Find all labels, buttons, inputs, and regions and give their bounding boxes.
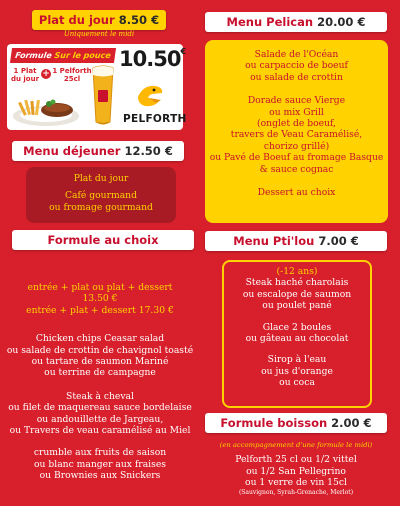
ptilou-dessert-item: Glace 2 boules (262, 321, 332, 333)
promo-plat-line2: du jour (10, 75, 40, 83)
pelican-main-item: ou mix Grill (269, 106, 324, 118)
pelican-main-item: ou Pavé de Boeuf au fromage Basque (209, 152, 384, 164)
pelican-starter-item: Salade de l'Océan (254, 49, 339, 60)
pelforth-brand-name: PELFORTH (123, 113, 187, 125)
menu-pelican-card (205, 40, 388, 223)
food-plate-icon (11, 88, 81, 128)
pelican-main-item: travers de Veau Caramélisé, (230, 129, 363, 141)
formule-dessert-item: ou blanc manger aux fraises (34, 458, 166, 470)
menu-pelican-banner (205, 12, 387, 32)
boisson-item: ou 1 verre de vin 15cl (245, 477, 347, 489)
formule-au-choix-banner (12, 230, 194, 250)
pelican-main-item: Dorade sauce Vierge (247, 95, 346, 107)
pelican-main-item: chorizo grillé) (263, 140, 330, 152)
promo-beer-line2: 25cl (63, 75, 81, 83)
pelican-main-item: & sauce cognac (259, 163, 334, 175)
ptilou-age: (-12 ans) (276, 266, 318, 277)
formule-starter-item: ou tartare de saumon Mariné (31, 356, 169, 368)
promo-beer-line1: 1 Pelforth (52, 67, 92, 75)
menu-ptilou-card (222, 260, 372, 408)
promo-price-currency: € (180, 47, 186, 56)
ptilou-main-item: Steak haché charolais (245, 277, 349, 289)
plat-du-jour-price: 8.50 € (118, 13, 160, 27)
menu-dejeuner-banner (12, 141, 184, 161)
menu-dejeuner-item: Plat du jour (73, 173, 129, 184)
formule-dessert-item: crumble aux fruits de saison (33, 447, 167, 459)
pelican-starter-item: ou salade de crottin (250, 71, 343, 83)
formule-main-item: ou filet de maquereau sauce bordelaise (8, 402, 192, 414)
menu-ptilou-title: Menu Pti'lou (233, 234, 315, 248)
formule-boisson-banner (205, 413, 387, 433)
menu-dejeuner-title: Menu déjeuner (23, 144, 121, 158)
formule-option: entrée + plat + dessert 17.30 € (26, 304, 174, 316)
formule-boisson-price: 2.00 € (331, 416, 372, 430)
menu-dejeuner-item: ou fromage gourmand (49, 201, 153, 213)
promo-title-b: Sur le pouce (53, 51, 112, 60)
boisson-item: Pelforth 25 cl ou 1/2 vittel (235, 454, 357, 466)
formule-starter-item: Chicken chips Ceasar salad (35, 333, 165, 345)
menu-dejeuner-item: Café gourmand (65, 190, 137, 202)
ptilou-drink-item: Sirop à l'eau (267, 354, 327, 366)
formule-option-price: 13.50 € (82, 293, 118, 305)
pelican-icon (135, 82, 165, 110)
menu-dejeuner-card (26, 167, 176, 223)
ptilou-main-item: ou poulet pané (262, 300, 332, 312)
formule-main-item: ou Travers de veau caramélisé au Miel (9, 425, 191, 437)
formule-main-item: ou andouillette de Jargeau, (36, 413, 164, 425)
formule-boisson-content (205, 440, 387, 496)
menu-pelican-price: 20.00 € (317, 15, 366, 29)
formule-au-choix-title: Formule au choix (47, 233, 159, 247)
menu-pelican-title: Menu Pelican (226, 15, 314, 29)
promo-plus-icon: + (42, 69, 50, 79)
pelican-dessert: Dessert au choix (257, 187, 336, 199)
promo-title-a: Formule (14, 51, 53, 60)
formule-boisson-title: Formule boisson (220, 416, 328, 430)
beer-glass-icon (89, 64, 117, 128)
formule-au-choix-content (6, 282, 194, 482)
ptilou-dessert-item: ou gâteau au chocolat (245, 333, 349, 345)
promo-beer-label (52, 67, 92, 83)
pelforth-pelican-logo (123, 82, 187, 126)
promo-price-value: 10.50 (119, 47, 181, 71)
formule-dessert-item: ou Brownies aux Snickers (39, 470, 161, 482)
ptilou-drink-item: ou coca (279, 377, 315, 389)
plat-du-jour-note: Uniquement le midi (63, 30, 135, 38)
formule-starter-item: ou terrine de campagne (44, 367, 156, 379)
ptilou-drink-item: ou jus d'orange (261, 365, 333, 377)
promo-price (119, 47, 185, 71)
formule-sur-le-pouce-promo (7, 44, 187, 130)
formule-starter-item: ou salade de crottin de chavignol toasté (6, 344, 194, 356)
boisson-item: ou 1/2 San Pellegrino (246, 465, 346, 477)
formule-main-item: Steak à cheval (66, 390, 134, 402)
menu-dejeuner-price: 12.50 € (124, 144, 173, 158)
boisson-wine-note: (Sauvignon, Syrah-Grenache, Merlot) (238, 488, 354, 496)
menu-ptilou-price: 7.00 € (318, 234, 359, 248)
formule-option: entrée + plat ou plat + dessert (27, 282, 173, 293)
promo-title (10, 48, 116, 63)
promo-plat-line1: 1 Plat (13, 67, 37, 75)
formule-boisson-note: (en accompagnement d'une formule le midi) (219, 441, 373, 449)
menu-ptilou-banner (205, 231, 387, 251)
promo-plat-label (10, 67, 40, 83)
pelican-starter-item: ou carpaccio de boeuf (245, 60, 348, 72)
pelican-main-item: (onglet de boeuf, (257, 118, 336, 130)
plat-du-jour-banner (32, 10, 166, 30)
plat-du-jour-title: Plat du jour (38, 13, 115, 27)
ptilou-main-item: ou escalope de saumon (242, 288, 352, 300)
